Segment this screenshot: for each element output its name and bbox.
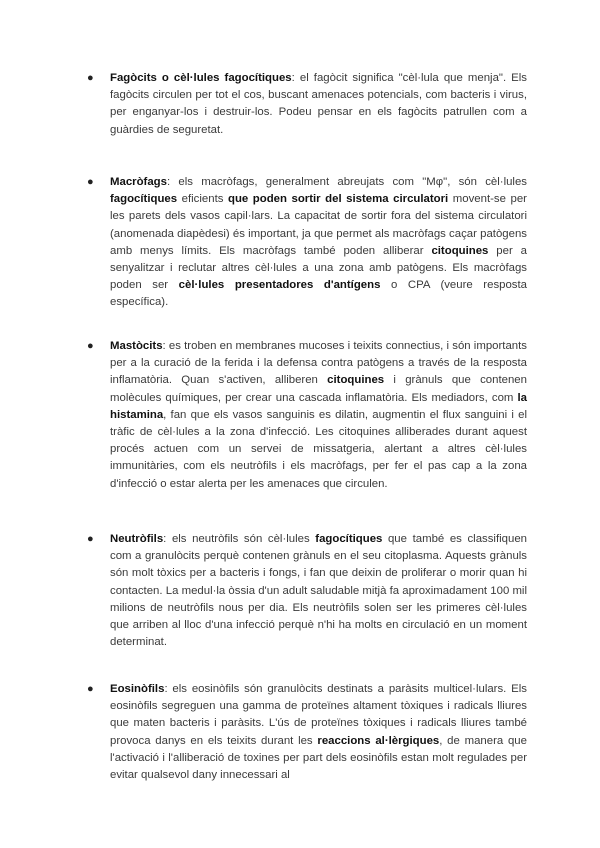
bullet-item-fagocits xyxy=(87,70,527,139)
bold-term: fagocítiques xyxy=(315,533,383,545)
bullet-icon: ● xyxy=(87,72,94,84)
text-segment: , de manera que l'activació i l'alliberació de toxines per part dels eosinòfils estan molt regulades per evitar qualsevol dany innecessari al xyxy=(110,734,527,782)
bold-term: cèl·lules presentadores d'antígens xyxy=(178,279,381,292)
text-segment: : es troben en membranes mucoses i teixits connectius, i són importants per a la curació de la ferida i la defensa contra patògens a través de la resposta inflamatòria. Quan s'activen, alliberen xyxy=(110,340,527,387)
bullet-icon: ● xyxy=(87,176,94,188)
text-segment: : els eosinòfils són granulòcits destinats a paràsits multicel·lulars. Els eosinòfils segreguen una gamma de proteïnes altament tòxiques i radicals lliures que maten bacteris i paràsits. L'ús de proteïnes tòxiques i radicals lliures també provoca danys en els teixits durant les xyxy=(110,683,527,747)
text-segment: : els macròfags, generalment abreujats com "Mφ", són cèl·lules xyxy=(166,176,527,188)
item-text xyxy=(110,176,527,308)
bold-term: citoquines xyxy=(327,374,385,387)
text-segment: : els neutròfils són cèl·lules xyxy=(163,533,316,545)
bold-term: Fagòcits o cèl·lules fagocítiques xyxy=(110,72,292,84)
text-segment: o CPA (veure resposta específica). xyxy=(110,279,528,309)
bullet-item-mastocits xyxy=(87,338,527,493)
bullet-item-eosinofils xyxy=(87,681,527,784)
text-segment: eficients xyxy=(177,193,228,206)
item-text xyxy=(110,340,527,490)
text-segment: , fan que els vasos sanguinis es dilatin, augmentin el flux sanguini i el tràfic de cèl·lules a la zona d'infecció. Les citoquines alliberades durant aquest procés actuen com un servei de missatgeria, alertant a altres cèl·lules immunitàries, com els neutròfils i els macròfags, per fer el pas cap a la zona d'infecció o estar alerta per les amenaces que circulen. xyxy=(110,408,527,490)
bullet-item-neutrofils xyxy=(87,531,527,651)
bold-term: Eosinòfils xyxy=(110,683,165,695)
text-segment: que també es classifiquen com a granulòcits perquè contenen grànuls en el seu citoplasma. Aquests grànuls són molt tòxics per a bacteris i fongs, i fan que deixin de proliferar o morir quan hi contacten. La medul·la òssia d'un adult saludable mitjà fa aproximadament 100 mil milions de neutròfils nous per dia. Els neutròfils solen ser les primeres cèl·lules que arriben al lloc d'una infecció perquè n'hi ha molts en circulació en un moment determinat. xyxy=(110,533,527,649)
bold-term: citoquines xyxy=(431,244,489,257)
bold-term: la histamina xyxy=(110,391,527,421)
bold-term: Neutròfils xyxy=(110,533,164,545)
bold-term: Mastòcits xyxy=(110,340,163,352)
bold-term: reaccions al·lèrgiques xyxy=(317,734,440,747)
item-text xyxy=(110,683,527,781)
bullet-icon: ● xyxy=(87,683,94,695)
text-segment: movent-se per les parets dels vasos capil·lars. La capacitat de sortir fora del sistema circulatori (anomenada diapèdesi) és important, ja que permet als macròfags caçar patògens amb menys límits. Els macròfags també poden alliberar xyxy=(110,193,527,257)
text-segment: : el fagòcit significa "cèl·lula que menja". Els fagòcits circulen per tot el cos, buscant amenaces potencials, com bacteris i virus, per enganyar-los i destruir-los. Podeu pensar en els fagòcits patrullen com a guàrdies de seguretat. xyxy=(110,72,527,136)
bullet-item-macrofags xyxy=(87,174,528,312)
bullet-icon: ● xyxy=(87,533,94,545)
text-segment: per a senyalitzar i reclutar altres cèl·lules a una zona amb patògens. Els macròfags poden ser xyxy=(110,244,527,292)
text-segment: i grànuls que contenen molècules químiques, per crear una cascada inflamatòria. Els mediadors, com xyxy=(110,374,527,404)
item-text xyxy=(110,533,527,648)
bullet-icon: ● xyxy=(87,340,94,352)
item-text xyxy=(110,72,527,136)
bold-term: que poden sortir del sistema circulatori xyxy=(227,193,449,206)
bold-term: Macròfags xyxy=(110,176,167,188)
bold-term: fagocítiques xyxy=(110,193,178,206)
